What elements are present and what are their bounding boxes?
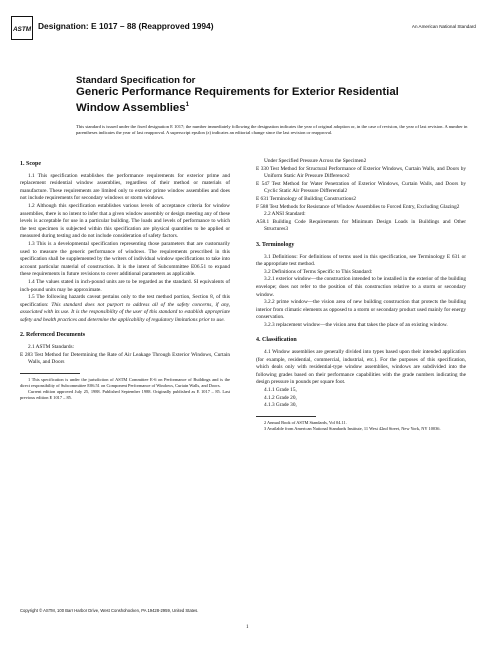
- footnote-2: 2 Annual Book of ASTM Standards, Vol 04.11.: [264, 419, 347, 425]
- designation: Designation: E 1017 – 88 (Reapproved 1994): [38, 21, 214, 31]
- grade-30: 4.1.3 Grade 30,: [264, 402, 297, 409]
- title-footnote-mark: 1: [185, 101, 189, 108]
- section-heading-scope: 1. Scope: [20, 161, 41, 167]
- paragraph-3-2-3: 3.2.3 replacement window—the vision area that takes the place of an existing window.: [264, 321, 448, 328]
- footnote-divider: [20, 373, 80, 374]
- grade-20: 4.1.2 Grade 20,: [264, 394, 297, 401]
- document-title: [76, 75, 436, 114]
- ansi-note: An American National Standard: [411, 24, 476, 29]
- paragraph-1-2: 1.2 Although this specification establishes various levels of acceptance criteria for window assemblies, there is no intent to infer that a given window assembly or design meeting any of these levels is acceptable for use in a particular building. The loads and levels of performance to which the test specimen is subjected within this specification are physical quantities to be applied or measured during testing and do not include consideration of safety factors.: [20, 202, 230, 240]
- copyright-footer: Copyright © ASTM, 100 Barr Harbor Drive, West Conshohocken, PA 19428-2959, United States.: [20, 608, 199, 613]
- paragraph-3-1: 3.1 Definitions: For definitions of terms used in this specification, see Terminology E 631 or the appropriate test method.: [256, 253, 466, 268]
- left-column: [20, 158, 230, 401]
- paragraph-1-1: 1.1 This specification establishes the performance requirements for exterior prime and replacement residential window assemblies, regardless of their method or materials of manufacture. These requirements are limited only to exterior prime window assemblies and does not include requirements for secondary windows or storm windows.: [20, 172, 230, 202]
- paragraph-3-2-1: 3.2.1 exterior window—the construction intended to be installed in the exterior of the building envelope; does not refer to the position of this construction relative to a storm or secondary window.: [256, 276, 466, 298]
- paragraph-2-1: 2.1 ASTM Standards:: [28, 344, 75, 351]
- section-heading-referenced-documents: 2. Referenced Documents: [20, 332, 86, 339]
- footnote-1a: 1 This specification is under the jurisdiction of ASTM Committee E-6 on Performance of Buildings and is the direct responsibility of Subcommittee E06.51 on Component Performance of Windows, Curtain Walls, and Doors.: [20, 376, 230, 388]
- paragraph-1-4: 1.4 The values stated in inch-pound units are to be regarded as the standard. SI equivalents of inch-pound units may be approximate.: [20, 278, 230, 293]
- title-line-2: Generic Performance Requirements for Exterior Residential: [76, 86, 399, 98]
- reference-a58: A58.1 Building Code Requirements for Minimum Design Loads in Buildings and Other Structures3: [256, 218, 466, 233]
- issuance-note: This standard is issued under the fixed designation E 1017; the number immediately following the designation indicates the year of original adoption or, in the case of revision, the year of last revision. A number in parentheses indicates the year of last reapproval. A superscript epsilon (ε) indicates an editorial change since the last revision or reapproval.: [76, 124, 468, 136]
- grade-15: 4.1.1 Grade 15,: [264, 387, 297, 394]
- paragraph-4-1: 4.1 Window assemblies are generally divided into types based upon their intended application (for example, residential, commercial, industrial, etc.). For the purposes of this specification, which deals only with residential-type window assemblies, windows are subdivided into the following grades based on their performance capabilities with the grade numbers indicating the design pressure in pounds per square foot.: [256, 349, 466, 386]
- astm-logo-icon: [11, 16, 33, 40]
- reference-e330: E 330 Test Method for Structural Performance of Exterior Windows, Curtain Walls, and Doors by Uniform Static Air Pressure Difference2: [256, 165, 466, 180]
- page-number: 1: [246, 624, 249, 630]
- title-line-3: Window Assemblies$^1$: [76, 101, 189, 114]
- footnote-3: 3 Available from American National Standards Institute, 11 West 42nd Street, New York, NY 10036.: [264, 425, 441, 431]
- right-column: [256, 158, 466, 432]
- footnote-divider: [256, 416, 316, 417]
- paragraph-1-5: 1.5 The following hazards caveat pertains only to the test method portion, Section 8, of this specification: This standard does not purport to address all of the safety concerns, if any, associated with its use. It is the responsibility of the user of this standard to establish appropriate safety and health practices and determine the applicability of regulatory limitations prior to use.: [20, 294, 230, 323]
- paragraph-2-2: 2.2 ANSI Standard:: [264, 211, 306, 218]
- paragraph-3-2: 3.2 Definitions of Terms Specific to This Standard:: [264, 268, 373, 275]
- section-heading-classification: 4. Classification: [256, 337, 297, 344]
- reference-e547: E 547 Test Method for Water Penetration of Exterior Windows, Curtain Walls, and Doors by Cyclic Static Air Pressure Differential2: [256, 180, 466, 195]
- footnote-1b: Current edition approved July 25, 1988. Published September 1988. Originally published as E 1017 – 85. Last previous edition E 1017 – 85.: [20, 388, 230, 400]
- reference-e283: E 283 Test Method for Determining the Rate of Air Leakage Through Exterior Windows, Curtain Walls, and Doors: [20, 351, 230, 366]
- svg-text:ASTM: ASTM: [12, 26, 32, 33]
- title-line-1: Standard Specification for: [76, 75, 196, 86]
- reference-e283-continued: Under Specified Pressure Across the Specimen2: [264, 158, 367, 164]
- paragraph-1-3: 1.3 This is a developmental specification representing those parameters that are customarily used to measure the generic performance of windows. The requirements prescribed in this specification shall be supplemented by the writers of individual window specifications to take into account particular material of construction. It is the intent of Subcommittee E06.51 to expand these requirements in future revisions to cover additional parameters as applicable.: [20, 240, 230, 278]
- reference-f588: F 588 Test Methods for Resistance of Window Assemblies to Forced Entry, Excluding Glazing2: [256, 203, 460, 210]
- section-heading-terminology: 3. Terminology: [256, 241, 295, 248]
- reference-e631: E 631 Terminology of Building Constructions2: [256, 195, 357, 202]
- paragraph-3-2-2: 3.2.2 prime window—the vision area of new building construction that protects the building interior from climatic elements as opposed to a storm or secondary product used mainly for energy conservation.: [256, 299, 466, 321]
